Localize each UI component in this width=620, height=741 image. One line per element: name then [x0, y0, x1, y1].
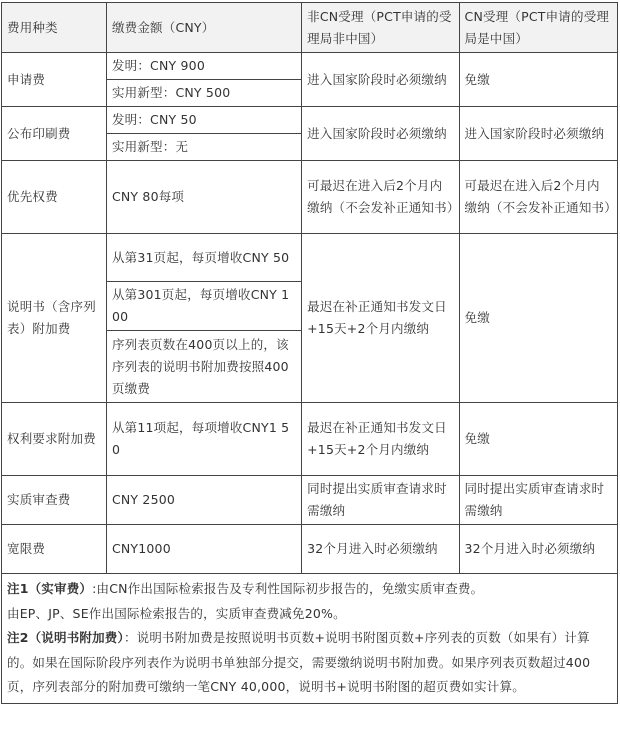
- table-header-row: [2, 3, 618, 53]
- note-2-title: 注2（说明书附加费）: [7, 630, 124, 645]
- cn-claims: 免缴: [459, 403, 617, 476]
- non-cn-application: 进入国家阶段时必须缴纳: [302, 53, 459, 107]
- header-fee-type: 费用种类: [2, 3, 107, 53]
- notes-row: [2, 574, 618, 704]
- notes-cell: [2, 574, 618, 704]
- non-cn-priority: 可最迟在进入后2个月内缴纳（不会发补正通知书）: [302, 161, 459, 234]
- row-label-description: 说明书（含序列表）附加费: [2, 234, 107, 403]
- amount-description-2: 从第301页起，每页增收CNY 100: [106, 282, 301, 331]
- pct-fee-table: [1, 2, 618, 704]
- amount-application-utility: 实用新型：CNY 500: [106, 80, 301, 107]
- row-label-priority: 优先权费: [2, 161, 107, 234]
- row-label-grace: 宽限费: [2, 525, 107, 574]
- row-label-examination: 实质审查费: [2, 476, 107, 525]
- amount-claims: 从第11项起，每项增收CNY1 50: [106, 403, 301, 476]
- table-row: [2, 525, 618, 574]
- note-1: [7, 577, 612, 602]
- cn-publication: 进入国家阶段时必须缴纳: [459, 107, 617, 161]
- amount-publication-invention: 发明：CNY 50: [106, 107, 301, 134]
- note-1-title: 注1（实审费）: [7, 581, 93, 596]
- note-1-text: :由CN作出国际检索报告及专利性国际初步报告的，免缴实质审查费。: [92, 581, 484, 596]
- header-cn-office: CN受理（PCT申请的受理局是中国）: [459, 3, 617, 53]
- amount-priority: CNY 80每项: [106, 161, 301, 234]
- table-row: [2, 161, 618, 234]
- amount-publication-utility: 实用新型：无: [106, 134, 301, 161]
- non-cn-description: 最迟在补正通知书发文日+15天+2个月内缴纳: [302, 234, 459, 403]
- row-label-publication: 公布印刷费: [2, 107, 107, 161]
- non-cn-grace: 32个月进入时必须缴纳: [302, 525, 459, 574]
- non-cn-publication: 进入国家阶段时必须缴纳: [302, 107, 459, 161]
- header-fee-amount: 缴费金额（CNY）: [106, 3, 301, 53]
- cn-application: 免缴: [459, 53, 617, 107]
- table-row: [2, 234, 618, 282]
- fee-table-container: [1, 2, 618, 704]
- row-label-claims: 权利要求附加费: [2, 403, 107, 476]
- table-row: [2, 53, 618, 80]
- note-1-line-2: 由EP、JP、SE作出国际检索报告的，实质审查费减免20%。: [7, 605, 346, 621]
- header-non-cn-office: 非CN受理（PCT申请的受理局非中国）: [302, 3, 459, 53]
- non-cn-claims: 最迟在补正通知书发文日+15天+2个月内缴纳: [302, 403, 459, 476]
- amount-application-invention: 发明：CNY 900: [106, 53, 301, 80]
- amount-description-3: 序列表页数在400页以上的，该序列表的说明书附加费按照400页缴费: [106, 331, 301, 403]
- row-label-application: 申请费: [2, 53, 107, 107]
- note-2: [7, 626, 612, 700]
- cn-description: 免缴: [459, 234, 617, 403]
- cn-priority: 可最迟在进入后2个月内缴纳（不会发补正通知书）: [459, 161, 617, 234]
- amount-examination: CNY 2500: [106, 476, 301, 525]
- note-2-text: ：说明书附加费是按照说明书页数+说明书附图页数+序列表的页数（如果有）计算的。如果在国际阶段序列表作为说明书单独部分提交，需要缴纳说明书附加费。如果序列表页数超过400页，序列表部分的附加费可缴纳一笔CNY 40,000，说明书+说明书附图的超页费如实计算。: [7, 630, 591, 694]
- amount-description-1: 从第31页起，每页增收CNY 50: [106, 234, 301, 282]
- table-row: [2, 403, 618, 476]
- cn-grace: 32个月进入时必须缴纳: [459, 525, 617, 574]
- non-cn-examination: 同时提出实质审查请求时需缴纳: [302, 476, 459, 525]
- table-row: [2, 476, 618, 525]
- amount-grace: CNY1000: [106, 525, 301, 574]
- cn-examination: 同时提出实质审查请求时需缴纳: [459, 476, 617, 525]
- table-row: [2, 107, 618, 134]
